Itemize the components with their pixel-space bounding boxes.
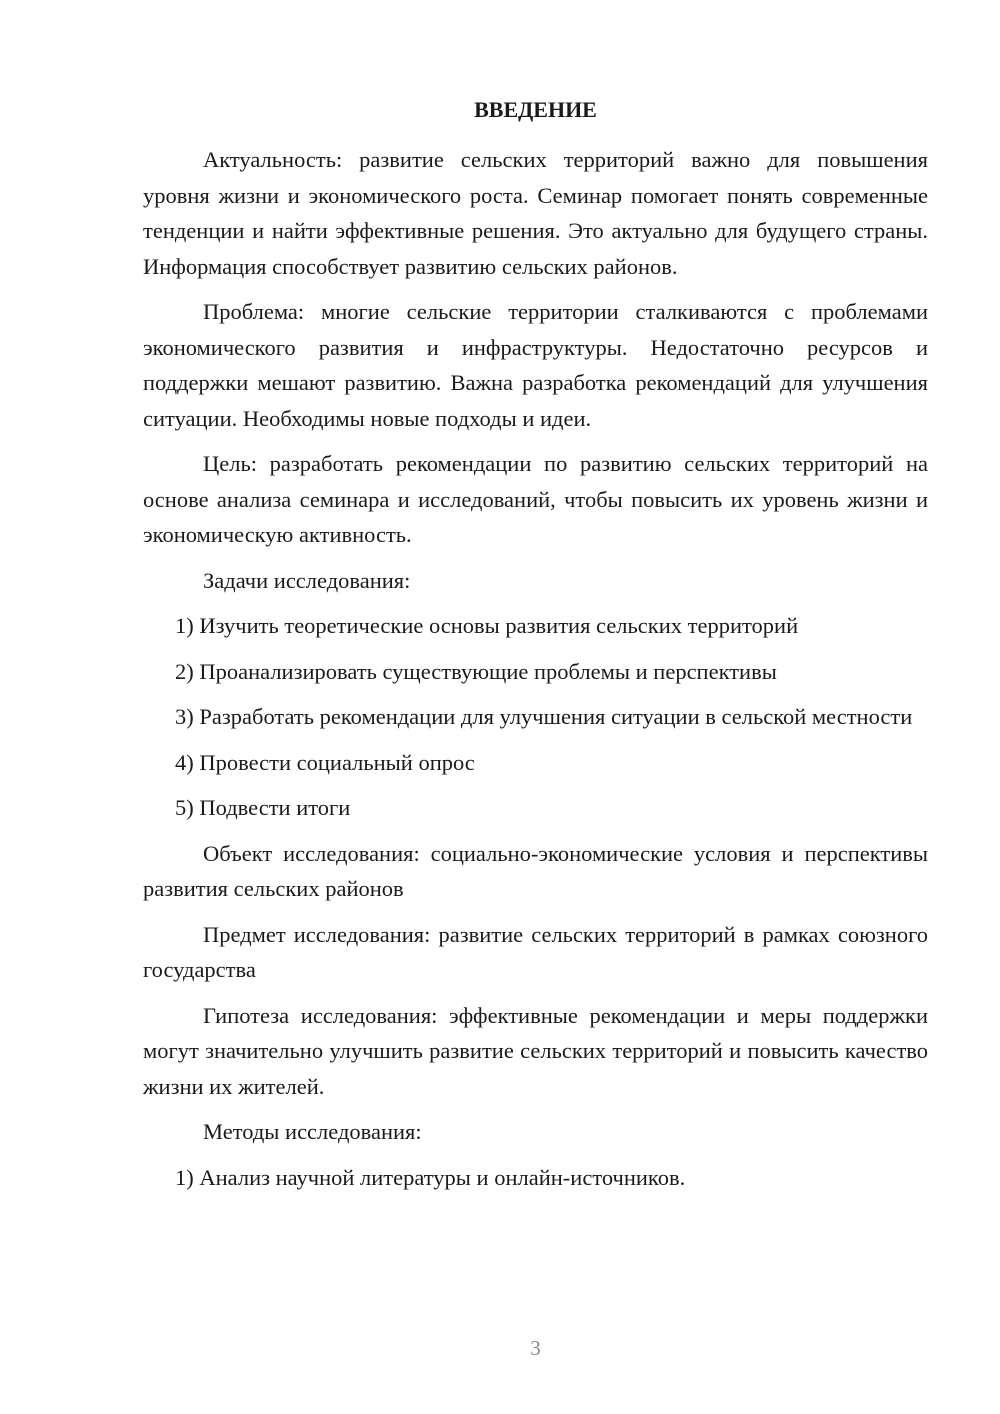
document-body xyxy=(143,142,928,1205)
goal-paragraph: Цель: разработать рекомендации по развитию сельских территорий на основе анализа семинара и исследований, чтобы повысить их уровень жизни и экономическую активность. xyxy=(143,451,928,547)
problem-paragraph: Проблема: многие сельские территории сталкиваются с проблемами экономического развития и инфраструктуры. Недостаточно ресурсов и поддержки мешают развитию. Важна разработка рекомендаций для улучшения ситуации. Необходимы новые подходы и идеи. xyxy=(143,299,928,431)
subject-paragraph: Предмет исследования: развитие сельских территорий в рамках союзного государства xyxy=(143,921,928,982)
document-page xyxy=(143,0,928,1414)
tasks-heading: Задачи исследования: xyxy=(203,567,411,593)
hypothesis-paragraph: Гипотеза исследования: эффективные рекомендации и меры поддержки могут значительно улучшить развитие сельских территорий и повысить качество жизни их жителей. xyxy=(143,1002,928,1099)
method-item: 1) Анализ научной литературы и онлайн-источников. xyxy=(175,1164,686,1190)
page-number: 3 xyxy=(530,1336,541,1360)
task-item: 4) Провести социальный опрос xyxy=(175,749,475,775)
relevance-paragraph: Актуальность: развитие сельских территорий важно для повышения уровня жизни и экономического роста. Семинар помогает понять современные тенденции и найти эффективные решения. Это актуально для будущего страны. Информация способствует развитию сельских районов. xyxy=(143,147,928,279)
methods-heading: Методы исследования: xyxy=(203,1119,422,1144)
task-item: 3) Разработать рекомендации для улучшения ситуации в сельской местности xyxy=(175,704,913,729)
page-title: ВВЕДЕНИЕ xyxy=(474,97,597,122)
task-item: 5) Подвести итоги xyxy=(175,795,351,820)
task-item: 2) Проанализировать существующие проблемы и перспективы xyxy=(175,658,777,684)
object-paragraph: Объект исследования: социально-экономические условия и перспективы развития сельских районов xyxy=(143,840,928,901)
task-item: 1) Изучить теоретические основы развития сельских территорий xyxy=(175,613,799,638)
